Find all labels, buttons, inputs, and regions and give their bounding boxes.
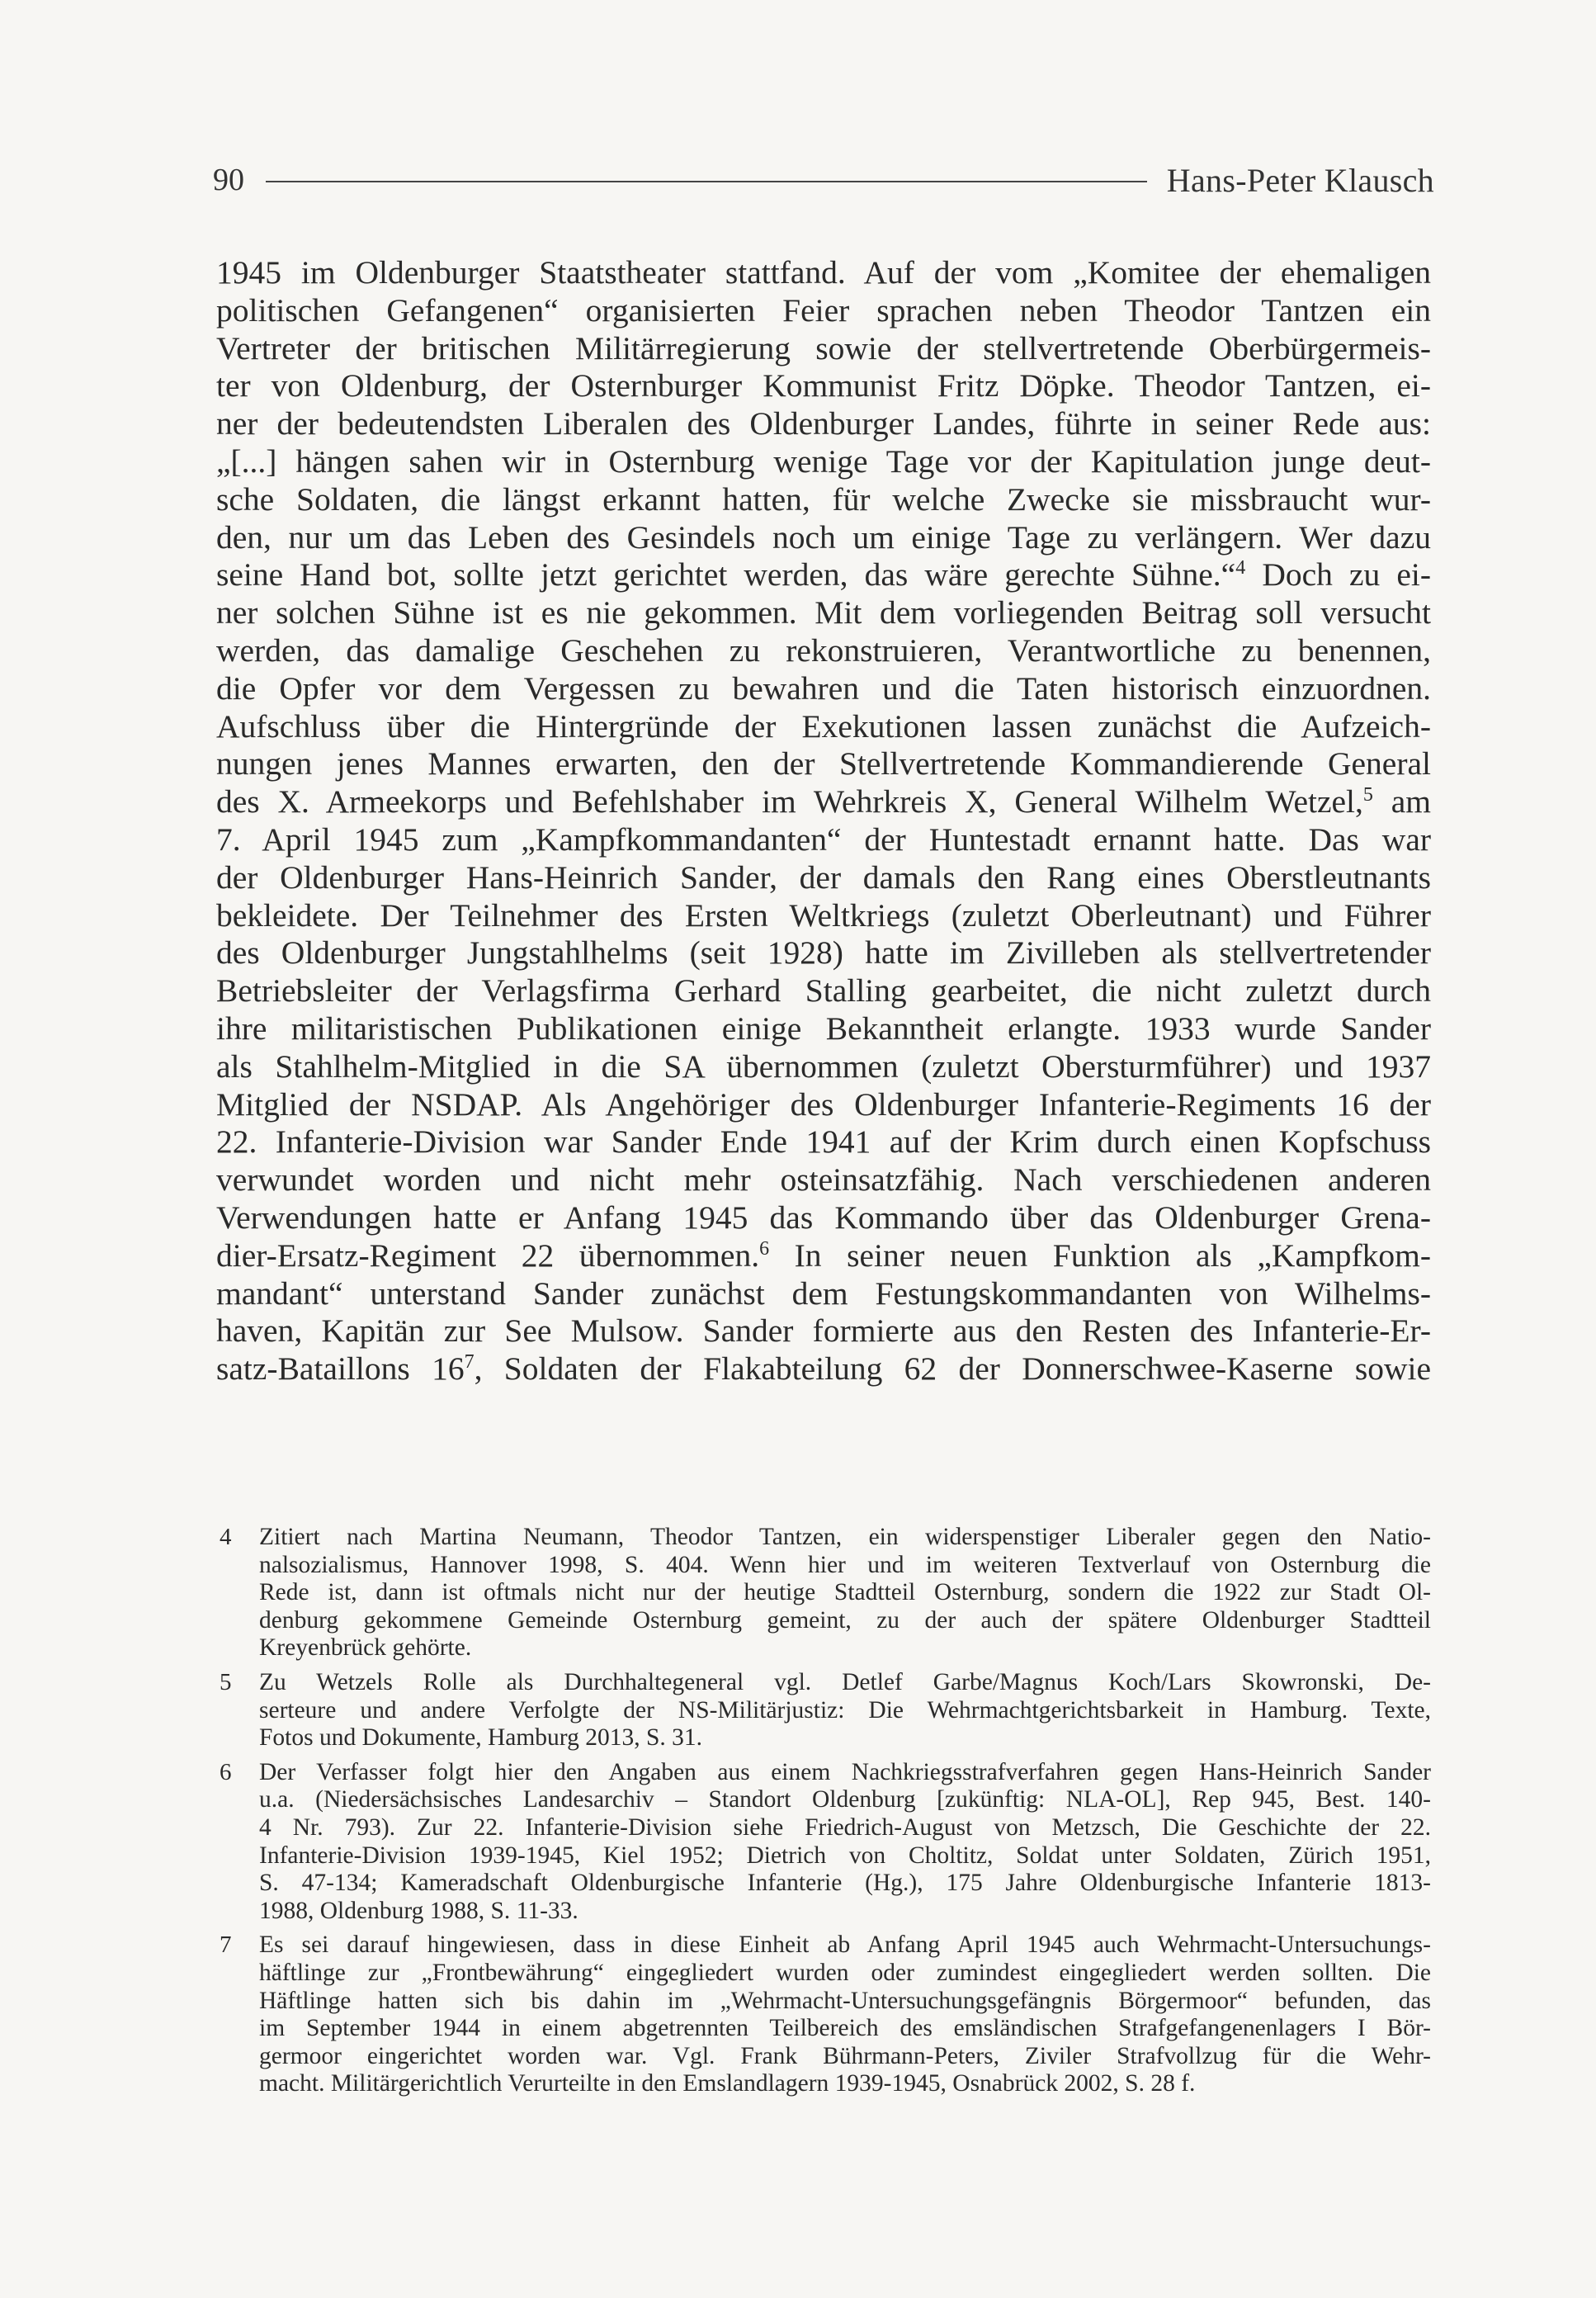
header-rule — [266, 181, 1147, 182]
footnote-line: Kreyenbrück gehörte. — [259, 1634, 472, 1662]
text-line: ner solchen Sühne ist es nie gekommen. Mit dem vorliegenden Beitrag soll versucht — [216, 594, 1431, 631]
text-segment: des X. Armeekorps und Befehlshaber im Wehrkreis X, General Wilhelm Wetzel, — [216, 783, 1363, 820]
text-line: verwundet worden und nicht mehr osteinsatzfähig. Nach verschiedenen anderen — [216, 1161, 1431, 1199]
footnote-ref-5: 5 — [1362, 784, 1373, 806]
footnote-line: Infanterie-Division 1939-1945, Kiel 1952; Dietrich von Choltitz, Soldat unter Soldaten, Zürich 1951, — [259, 1842, 1431, 1869]
text-segment: In seiner neuen Funktion als „Kampfkom- — [794, 1236, 1431, 1274]
footnote-5 — [216, 1669, 1431, 1752]
page-number: 90 — [213, 163, 244, 197]
footnote-6 — [216, 1759, 1431, 1926]
text-line: Mitglied der NSDAP. Als Angehöriger des Oldenburger Infanterie-Regiments 16 der — [216, 1085, 1431, 1123]
footnote-line: germoor eingerichtet worden war. Vgl. Frank Bührmann-Peters, Ziviler Strafvollzug für die Wehr- — [259, 2042, 1431, 2069]
footnote-line: Häftlinge hatten sich bis dahin im „Wehrmacht-Untersuchungsgefängnis Börgermoor“ befunden, das — [259, 1987, 1431, 2014]
footnote-line: Der Verfasser folgt hier den Angaben aus einem Nachkriegsstrafverfahren gegen Hans-Heinrich Sander — [259, 1758, 1431, 1785]
footnote-ref-6: 6 — [759, 1237, 770, 1260]
footnote-line: Fotos und Dokumente, Hamburg 2013, S. 31. — [259, 1724, 703, 1752]
footnote-7 — [216, 1932, 1431, 2098]
text-line: ihre militaristischen Publikationen einige Bekanntheit erlangte. 1933 wurde Sander — [216, 1010, 1431, 1047]
footnote-line: Es sei darauf hingewiesen, dass in diese Einheit ab Anfang April 1945 auch Wehrmacht-Untersuchungs- — [259, 1932, 1431, 1959]
running-head — [213, 154, 1434, 206]
text-segment: Doch zu ei- — [1262, 556, 1431, 593]
text-segment: dier-Ersatz-Regiment 22 übernommen. — [216, 1236, 760, 1274]
footnote-line: nalsozialismus, Hannover 1998, S. 404. Wenn hier und im weiteren Textverlauf von Osternburg die — [259, 1551, 1431, 1578]
text-line: sche Soldaten, die längst erkannt hatten, für welche Zwecke sie missbraucht wur- — [216, 480, 1431, 518]
footnote-ref-7: 7 — [464, 1350, 475, 1373]
text-line — [216, 1237, 1431, 1275]
footnote-line: denburg gekommene Gemeinde Osternburg gemeint, zu der auch der spätere Oldenburger Stadtteil — [259, 1606, 1431, 1634]
text-line: ter von Oldenburg, der Osternburger Kommunist Fritz Döpke. Theodor Tantzen, ei- — [216, 367, 1431, 404]
text-segment: Soldaten der Flakabteilung 62 der Donnerschwee-Kaserne sowie — [503, 1350, 1431, 1388]
text-line: 1945 im Oldenburger Staatstheater stattfand. Auf der vom „Komitee der ehemaligen — [216, 254, 1431, 291]
text-line: des Oldenburger Jungstahlhelms (seit 1928) hatte im Zivilleben als stellvertretender — [216, 934, 1431, 972]
footnote-number: 6 — [220, 1758, 232, 1785]
text-segment: am — [1391, 783, 1431, 820]
text-line: „[...] hängen sahen wir in Osternburg wenige Tage vor der Kapitulation junge deut- — [216, 442, 1431, 480]
text-line — [216, 1350, 1431, 1388]
footnote-line: 4 Nr. 793). Zur 22. Infanterie-Division siehe Friedrich-August von Metzsch, Die Geschichte der 22. — [259, 1813, 1431, 1841]
footnotes — [216, 1524, 1431, 2105]
footnote-line: S. 47-134; Kameradschaft Oldenburgische Infanterie (Hg.), 175 Jahre Oldenburgische Infanterie 1813- — [259, 1870, 1431, 1897]
text-line — [216, 556, 1431, 594]
footnote-line: macht. Militärgerichtlich Verurteilte in den Emslandlagern 1939-1945, Osnabrück 2002, S. 28 f. — [259, 2070, 1196, 2097]
text-line: 22. Infanterie-Division war Sander Ende 1941 auf der Krim durch einen Kopfschuss — [216, 1123, 1431, 1161]
footnote-4 — [216, 1524, 1431, 1662]
text-line: nungen jenes Mannes erwarten, den der Stellvertretende Kommandierende General — [216, 745, 1431, 783]
footnote-number: 7 — [220, 1932, 232, 1959]
text-line: 7. April 1945 zum „Kampfkommandanten“ der Huntestadt ernannt hatte. Das war — [216, 820, 1431, 858]
text-segment: , — [474, 1350, 483, 1388]
text-line — [216, 783, 1431, 821]
text-line: Betriebsleiter der Verlagsfirma Gerhard Stalling gearbeitet, die nicht zuletzt durch — [216, 972, 1431, 1010]
text-line: den, nur um das Leben des Gesindels noch um einige Tage zu verlängern. Wer dazu — [216, 518, 1431, 556]
running-head-author: Hans-Peter Klausch — [1166, 161, 1434, 199]
footnote-line: Rede ist, dann ist oftmals nicht nur der heutige Stadtteil Osternburg, sondern die 1922 zur Stadt Ol- — [259, 1579, 1431, 1606]
footnote-line: Zitiert nach Martina Neumann, Theodor Tantzen, ein widerspenstiger Liberaler gegen den Natio- — [259, 1524, 1431, 1550]
text-line: als Stahlhelm-Mitglied in die SA übernommen (zuletzt Obersturmführer) und 1937 — [216, 1047, 1431, 1085]
text-line: mandant“ unterstand Sander zunächst dem Festungskommandanten von Wilhelms- — [216, 1274, 1431, 1312]
text-line: Vertreter der britischen Militärregierung sowie der stellvertretende Oberbürgermeis- — [216, 329, 1431, 366]
text-line: werden, das damalige Geschehen zu rekonstruieren, Verantwortliche zu benennen, — [216, 631, 1431, 669]
text-line: ner der bedeutendsten Liberalen des Oldenburger Landes, führte in seiner Rede aus: — [216, 405, 1431, 442]
footnote-ref-4: 4 — [1235, 557, 1246, 579]
text-line: Verwendungen hatte er Anfang 1945 das Kommando über das Oldenburger Grena- — [216, 1199, 1431, 1236]
footnote-number: 5 — [220, 1668, 232, 1695]
text-segment: satz-Bataillons 16 — [216, 1350, 465, 1388]
text-line: die Opfer vor dem Vergessen zu bewahren und die Taten historisch einzuordnen. — [216, 669, 1431, 707]
footnote-line: serteure und andere Verfolgte der NS-Militärjustiz: Die Wehrmachtgerichtsbarkeit in Hamburg. Texte, — [259, 1696, 1431, 1724]
text-line: der Oldenburger Hans-Heinrich Sander, der damals den Rang eines Oberstleutnants — [216, 858, 1431, 896]
footnote-line: im September 1944 in einem abgetrennten Teilbereich des emsländischen Strafgefangenenlagers I Bör- — [259, 2015, 1431, 2042]
text-segment: seine Hand bot, sollte jetzt gerichtet werden, das wäre gerechte Sühne.“ — [216, 556, 1236, 593]
footnote-line: u.a. (Niedersächsisches Landesarchiv – Standort Oldenburg [zukünftig: NLA-OL], Rep 945, Best. 140- — [259, 1786, 1431, 1813]
footnote-line: häftlinge zur „Frontbewährung“ eingegliedert wurden oder zumindest eingegliedert werden sollten. Die — [259, 1959, 1431, 1986]
main-text — [216, 254, 1431, 1388]
text-line: haven, Kapitän zur See Mulsow. Sander formierte aus den Resten des Infanterie-Er- — [216, 1312, 1431, 1350]
footnote-line: 1988, Oldenburg 1988, S. 11-33. — [259, 1897, 578, 1924]
text-line: politischen Gefangenen“ organisierten Feier sprachen neben Theodor Tantzen ein — [216, 291, 1431, 329]
text-line: bekleidete. Der Teilnehmer des Ersten Weltkriegs (zuletzt Oberleutnant) und Führer — [216, 896, 1431, 934]
footnote-line: Zu Wetzels Rolle als Durchhaltegeneral vgl. Detlef Garbe/Magnus Koch/Lars Skowronski, De- — [259, 1668, 1431, 1695]
footnote-number: 4 — [220, 1524, 232, 1550]
text-line: Aufschluss über die Hintergründe der Exekutionen lassen zunächst die Aufzeich- — [216, 707, 1431, 745]
